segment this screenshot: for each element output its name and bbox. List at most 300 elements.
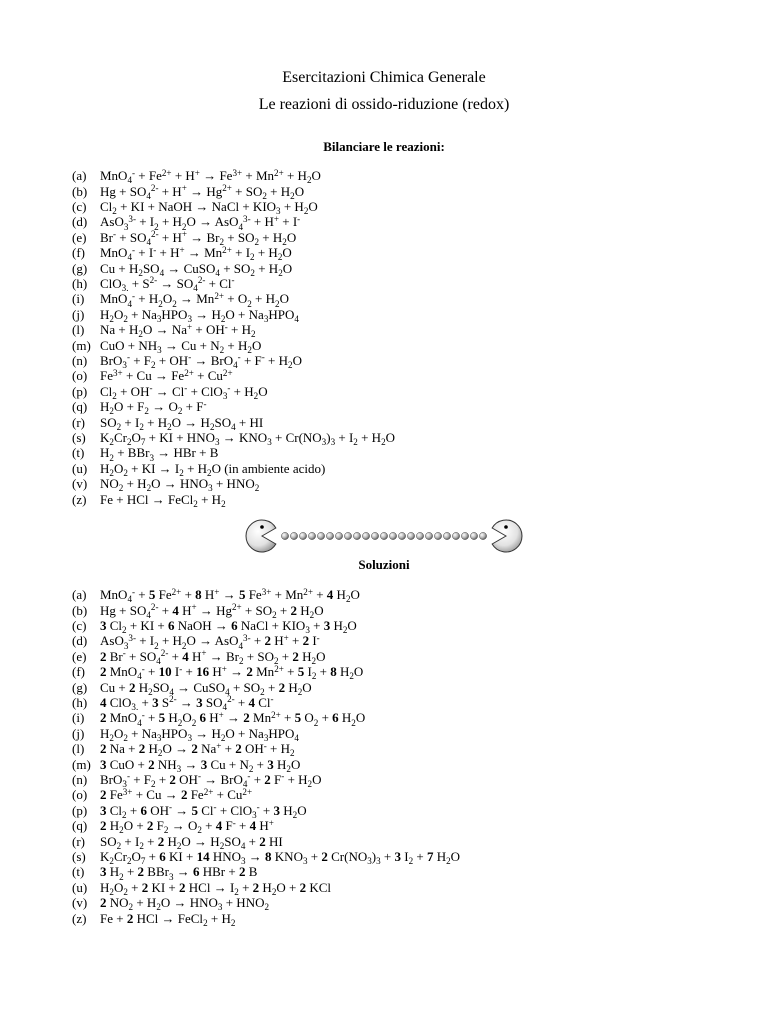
subscript: 4 [231,421,236,432]
subscript: 2 [163,825,169,836]
equation-text: H [206,710,219,726]
superscript: 3+ [232,167,243,178]
superscript: 2+ [274,167,284,178]
equation-text: + [144,710,159,726]
equation-text: ClO [106,695,132,711]
equation-text: → [173,864,193,880]
equation-text: + HI [235,414,264,430]
solution-row-label: (q) [72,818,88,834]
equation-text: + SO [241,602,273,618]
equation-text: + H [224,337,248,353]
equation-text: Cl [106,618,123,634]
equation-text: SO [152,679,170,695]
equation-text: + OH [155,352,189,368]
superscript: 2- [150,602,159,613]
subscript: 2 [154,640,159,651]
equation-text: + H [251,291,276,307]
solution-row [72,663,712,682]
subscript: 4 [222,702,228,713]
subscript: 2 [181,221,187,232]
coefficient: 2 [137,864,145,880]
equation-text: + KI + HNO [145,429,215,445]
solution-row-label: (f) [72,664,85,680]
superscript: + [214,586,220,597]
coefficient: 2 [180,787,188,803]
equation-text: KCl [306,879,332,895]
equation-text: + BBr [113,445,150,461]
coefficient: 8 [265,848,272,864]
subscript: 2 [297,686,303,697]
equation-text: KI + [165,848,197,864]
solution-row-label: (p) [72,802,88,818]
subscript: 2 [311,671,317,682]
equation-text: HI [265,833,283,849]
coefficient: 6 [193,864,200,880]
coefficient: 3 [200,756,208,772]
solution-row-label: (g) [72,679,88,695]
solution-row [72,771,712,790]
equation-text: HPO [268,306,295,322]
subscript: 2 [151,779,156,790]
equation-text: + [221,741,236,757]
problem-row-label: (r) [72,414,85,430]
equation-text: → [226,664,247,680]
problem-row [72,307,712,322]
equation-text: Mn [252,664,275,680]
problem-row-label: (a) [72,168,87,184]
equation-text: + H [158,633,182,649]
superscript: + [191,602,197,613]
equation-text: Cr [113,429,127,445]
subscript: 2 [123,467,128,478]
subscript: 3 [156,732,162,743]
equation-text: O → H [171,414,210,430]
divider-dot [434,532,441,539]
subscript: 2 [247,344,252,355]
subscript: 2 [260,686,265,697]
divider-dots [281,532,486,539]
equation [100,244,292,263]
problem-row [72,445,712,463]
subscript: 4 [127,298,132,309]
equation [100,648,326,667]
equation-text: + OH [192,322,225,338]
equation-text: O [350,587,360,603]
equation-text: + I [121,414,140,430]
solution-row-label: (v) [72,895,88,911]
equation-text: + H [207,910,231,926]
coefficient: 4 [248,695,255,711]
equation-text: + [264,679,279,695]
problem-row [72,275,712,294]
subscript: 2 [109,886,114,897]
subscript: 2 [381,437,386,448]
coefficient: 4 [182,648,189,664]
equation-text: H [164,833,177,849]
equation [100,709,366,728]
equation-text: + Na [127,725,157,741]
equation-text: I [309,633,317,649]
document-title: Esercitazioni Chimica Generale [282,69,486,86]
solution-row-label: (l) [72,741,85,757]
equation-text: O → Na [142,322,187,338]
equation-text: + I [121,833,140,849]
pacman-right-icon [492,520,522,552]
subscript: 2 [123,732,128,743]
equation [100,603,324,618]
solution-row [72,618,712,636]
superscript: - [281,771,285,782]
superscript: 2+ [184,367,194,378]
equation-text: + Mn [242,168,275,184]
equation-text: + [138,695,153,711]
subscript: 3 [305,625,310,636]
superscript: - [132,167,136,178]
equation-text: O → HNO [160,895,218,911]
subscript: 3 [187,313,192,324]
superscript: - [231,275,235,286]
divider-dot [335,532,342,539]
coefficient: 2 [243,710,250,726]
equation-text: + [158,602,173,618]
equation [100,771,322,790]
equation-text: O [314,602,324,618]
equation-text: Cr(NO [327,848,368,864]
problem-row-label: (u) [72,460,88,476]
equation-text: HPO [161,306,188,322]
equation-text: + I [278,214,298,230]
divider-dot [326,532,333,539]
equation-text: O (in ambiente acido) [211,460,326,476]
coefficient: 3 [196,695,203,711]
equation [100,415,263,430]
coefficient: 2 [129,679,136,695]
coefficient: 3 [100,864,107,880]
subscript: 3 [149,452,154,463]
subscript: 2 [116,840,122,851]
subscript: 2 [154,221,159,232]
problem-row [72,338,712,353]
equation-text: Mn [249,710,272,726]
equation-text: O [113,879,124,895]
equation [100,492,226,507]
superscript: 3+ [122,786,133,797]
coefficient: 2 [299,879,307,895]
equation-text: + H [230,383,254,399]
equation-text: BBr [144,864,169,880]
coefficient: 2 [100,818,107,834]
problem-row [72,213,712,232]
equation-text: + [283,664,298,680]
equation-text: Cl [106,802,123,818]
superscript: 2+ [214,290,224,301]
equation-text: + F [129,771,152,787]
equation-text: MnO [100,291,128,307]
subscript: 2 [238,656,244,667]
subscript: 2 [109,406,114,417]
subscript: 3 [217,902,223,913]
superscript: - [168,802,172,813]
superscript: + [194,167,200,178]
equation [100,275,235,294]
coefficient: 14 [196,848,210,864]
equation-text: O → [162,741,192,757]
equation [100,307,299,322]
divider-dot [452,532,459,539]
problem-row-label: (f) [72,245,85,261]
problem-row [72,184,712,199]
coefficient: 5 [238,587,246,603]
equation-text: + H [158,183,182,199]
solution-row [72,895,712,913]
equation-text: + H [264,352,289,368]
equation-text: H [106,864,120,880]
superscript: + [179,244,185,255]
solution-row-label: (n) [72,771,88,787]
equation-text: + [316,664,331,680]
problem-row [72,352,712,371]
subscript: 3 [267,437,272,448]
problem-row [72,167,712,186]
equation-text: + [182,664,197,680]
equation [100,461,325,476]
equation-text: SO [202,695,223,711]
subscript: 2 [250,252,255,263]
equation-text: + [280,710,295,726]
subscript: 3. [131,702,139,713]
coefficient: 6 [159,848,166,864]
problem-row-label: (m) [72,337,91,353]
equation [100,848,461,867]
coefficient: 2 [100,741,107,757]
equation-text: O [258,383,268,399]
equation-text: F [222,818,233,834]
equation-text: Na [197,741,217,757]
problem-row [72,261,712,276]
divider-dot [389,532,396,539]
subscript: 4 [215,267,220,278]
equation-text: → H [191,306,221,322]
equation-text: + Fe [135,168,162,184]
coefficient: 8 [330,664,337,680]
subscript: 4 [193,283,198,294]
subscript: 3 [157,344,162,355]
subscript: 4 [294,732,299,743]
subscript: 2 [109,856,114,867]
equation-text: → BrO [191,352,234,368]
equation [100,184,304,199]
equation-text: SO [214,414,232,430]
superscript: - [263,740,267,751]
equation-text: + [155,771,170,787]
equation-text: O [279,291,289,307]
problem-row [72,492,712,507]
subscript: 4 [127,594,132,605]
coefficient: 3 [394,848,401,864]
superscript: + [221,663,227,674]
subscript: 2 [220,313,226,324]
coefficient: 7 [426,848,434,864]
subscript: 2 [177,717,183,728]
equation-text: + KI + [126,618,168,634]
equation-text: HNO [209,848,241,864]
superscript: 2+ [161,167,172,178]
coefficient: 6 [231,618,238,634]
equation-text: + H [143,414,168,430]
equation-text: O → AsO [186,633,239,649]
equation-text: Cr [113,848,127,864]
equation-text: + H [171,168,195,184]
equation [100,352,302,371]
equation-text: + Na [127,306,157,322]
solutions-heading: Soluzioni [358,557,410,572]
solution-row [72,848,712,867]
problem-row-label: (c) [72,199,87,215]
subscript: 2 [167,421,172,432]
superscript: - [224,321,228,332]
subscript: 4 [238,640,244,651]
equation-text: + H [254,260,279,276]
equation-text: H [285,679,298,695]
subscript: 3 [252,809,257,820]
solution-row-label: (h) [72,695,88,711]
coefficient: 4 [100,695,107,711]
equation-text: O [294,183,305,199]
coefficient: 5 [297,664,305,680]
equation-text: + [181,587,196,603]
equation [100,321,256,340]
equation-text: MnO [100,587,128,603]
equation-text: + H [250,214,274,230]
coefficient: 3 [323,618,331,634]
coefficient: 2 [179,879,186,895]
equation-text: SO [100,833,117,849]
subscript: 2 [156,902,161,913]
coefficient: 5 [148,587,156,603]
equation-text: H [259,879,272,895]
equation-text: Fe [245,587,262,603]
equation-text: O → HNO [151,476,209,492]
equation-text: H [106,818,120,834]
coefficient: 6 [199,710,206,726]
pacman-right-eye [504,525,508,529]
coefficient: 8 [195,587,202,603]
superscript: 3+ [261,586,272,597]
equation-text: + I [231,245,251,261]
equation-text: O + Na [225,306,264,322]
equation-text: O [312,771,322,787]
equation-text: H [209,664,222,680]
coefficient: 3 [100,756,107,772]
subscript: 3 [367,856,372,867]
equation-text: Fe [155,587,172,603]
equation-text: Cl [100,383,113,399]
subscript: 2 [230,917,236,928]
equation-text: Na + H [100,322,139,338]
subscript: 2 [109,452,114,463]
equation-text: O [131,429,141,445]
solution-row [72,817,712,836]
equation [100,726,299,741]
equation-text: H [270,633,284,649]
subscript: 3 [122,779,127,790]
subscript: 2 [193,498,198,509]
superscript: 2- [227,694,235,705]
subscript: 2 [138,329,143,340]
equation [100,803,307,818]
equation-text: + [318,710,333,726]
coefficient: 2 [157,833,165,849]
equation-text: + [250,771,265,787]
coefficient: 5 [191,802,198,818]
equation-text: Cl [255,695,271,711]
superscript: 3- [128,632,136,643]
subscript: 2 [219,840,225,851]
equation-text: + ClO [216,802,253,818]
equation-text: H [165,710,178,726]
subscript: 2 [290,190,295,201]
equation-text: + [245,833,260,849]
subscript: 2 [157,748,163,759]
equation-text: Fe + [100,910,127,926]
equation-text: O + [276,879,300,895]
subscript: 2 [138,267,143,278]
equation-text: Br [100,229,113,245]
subscript: 3 [214,437,220,448]
equation [100,663,364,682]
subscript: 2 [275,298,280,309]
equation-text: ) [326,429,331,445]
equation-text: Hg + SO [100,183,147,199]
equation-text: I [171,664,180,680]
superscript: 2+ [303,586,313,597]
equation-text: F [153,818,164,834]
superscript: 2+ [203,786,214,797]
equation [100,229,297,248]
equation [100,445,219,463]
equation-text: + I [135,633,155,649]
subscript: 2 [303,206,309,217]
pacman-left-icon [246,520,276,552]
equation-text: + SO [229,679,261,695]
equation-text: + [168,648,183,664]
coefficient: 2 [252,879,260,895]
subscript: 2 [248,763,254,774]
equation-text: + [127,879,142,895]
problem-row-label: (s) [72,429,86,445]
solution-row [72,694,712,713]
equation-text: + SO [231,183,263,199]
superscript: - [316,632,320,643]
subscript: 2 [446,856,451,867]
equation-text: B [245,864,258,880]
superscript: 2- [149,275,158,286]
equation-text: O [385,429,395,445]
equation-text: + F [182,399,204,415]
equation-text: + H [280,199,304,215]
coefficient: 3 [273,802,281,818]
equation-text: O [131,848,141,864]
subscript: 4 [169,686,174,697]
equation-text: + [135,587,149,603]
subscript: 2 [282,237,287,248]
divider-dot [380,532,387,539]
equation-text: O [308,199,318,215]
equation [100,398,207,417]
equation [100,757,300,772]
solution-row [72,709,712,728]
divider-dot [362,532,369,539]
